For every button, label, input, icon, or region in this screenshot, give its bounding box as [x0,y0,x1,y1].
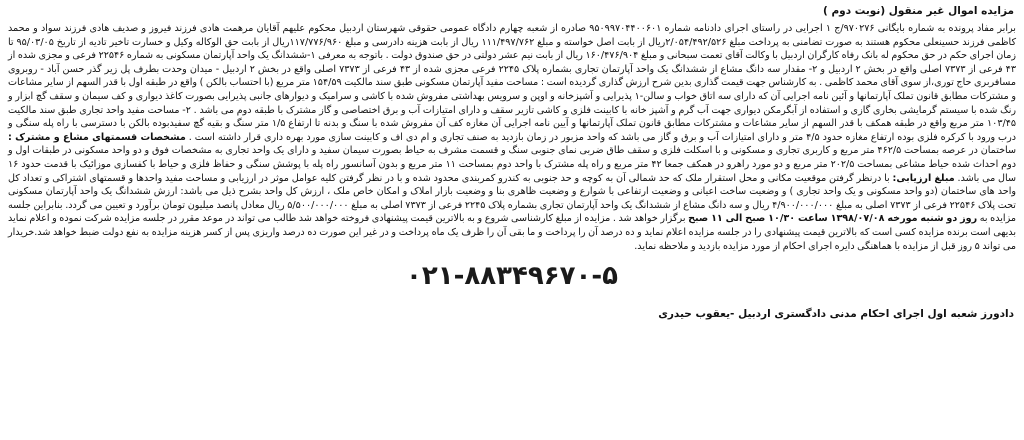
shared-parts-heading: مشخصات قسمتهای مشاع و مشترک : [8,131,186,143]
notice-paragraph-intro: برابر مفاد پرونده به شماره بایگانی ۹۷۰۲۷۶/ج ۱ اجرایی در راستای اجرای دادنامه شماره ۹۵۰۹۹۷۰۴۴۰۰۶۰۱ صادره از شعبه چهارم دادگاه عمومی حقوقی شهرستان اردبیل محکوم علیهم آقایان مرهمت هادی فرزند فیروز و صدیف هادی فرزند سواد و محمد کاظمی فرزند حسینعلی محکوم هستند به صورت تضامنی به پرداخت مبلغ ۲/۰۵۴/۴۹۲/۵۲۶ریال از بابت اصل خواسته و مبلغ ۱۱۱/۴۹۷/۷۶۲ ریال از بابت هزینه دادرسی و مبلغ ۱۱۷/۷۷۶/۹۶۰ریال از بابت حق الوکاله وکیل و خسارت تاخیر تادیه از تاریخ ۹۵/۰۳/۰۵ تا زمان اجرای حکم در حق محکوم له بانک رفاه کارگران اردبیل با وکالت آقای تعمت سبحانی و مبلغ ۱۶۰/۴۷۶/۹۰۴ ریال از بابت نیم عشر دولتی در حق صندوق دولت . باتوجه به معرفی ۱-ششدانگ یک واحد آپارتمان مسکونی به شماره ۲۲۵۴۶ فرعی و مجزی شده از ۴۳ فرعی از ۷۳۷۳ اصلی واقع در بخش ۲ اردبیل و ۲- مقدار سه دانگ مشاع از ششدانگ یک واحد آپارتمان تجاری بشماره پلاک ۲۲۴۵ فرعی مجزی شده از ۴۳ فرعی از ۷۳۷۳ اصلی واقع در بخش ۲ اردبیل - میدان وحدت بطرف پل زیر گذر حسن آباد - روبروی مسافربری حاج توری،از سوی آقای محمد کاظمی . به کارشناس جهت قیمت گذاری بدین شرح ارزش گذاری گردیده است : [8,23,1017,89]
notice-body [8,22,1016,253]
auction-date: روز دو شنبه مورخه ۱۳۹۸/۰۷/۰۸ ساعت ۱۰/۳۰ صبح الی ۱۱ صبح [688,213,978,225]
valuation-heading: مبلغ ارزیابی: [892,172,955,184]
auction-notice [8,4,1016,432]
notice-paragraph-description: مساحت مفید آپارتمان مسکونی طبق سند مالکیت ۱۵۴/۵۹ متر مربع (با احتساب بالکن ) واقع در طبقه اول با قدر السهم از سایر مشاعات و مشترکات مطابق قانون تملک آپارتمانها و آئین نامه اجرایی آن که دارای سه اتاق خواب و سالن-۱ پذیرایی و آشپزخانه و اوپن و سرویس بهداشتی مفروش شده با کاشی و سرامیک و دیوارهای جانبی پذیرایی بصورت کاغذ دیواری و کف سیمان و سقف گچ ابزار و رنگ شده با سیستم گرمایشی بخاری گازی و استفاده از آبگرمکن دیواری جهت آب گرم و آشپز خانه با کابینت فلزی و کاشی تازیر سقف و دارای امتیازات آب و برق اختصاصی و گاز مشترک با طبقه دوم می باشد . ۲- مساحت مفید واحد تجاری طبق سند مالکیت ۱۰۳/۴۵ متر مربع واقع در طبقه همکف با قدر السهم از سایر مشاعات و مشترکات مطابق قانون تملک آپارتمانها و آیین نامه اجرایی آن مغازه کف آن مفروش شده با سنگ و بدنه تا ارتفاع ۱/۵ متر سنگ و بقیه گچ سفیدبوده بالکن با دسترسی با راه پله سنگی و درب ورود با کرکره فلزی بوده ارتفاع مغازه حدود ۴/۵ متر و دارای امتیازات آب و برق و گاز می باشد که واحد مزبور در زمان بازدید به صنف تجاری و ام دی اف و کابینت سازی مورد بهره داری قرار داشته است . [8,77,1017,143]
notice-paragraph-terms: برگزار خواهد شد . مزایده از مبلغ کارشناسی شروع و به بالاترین قیمت پیشنهادی فروخته خواهد شد طالب می تواند در موعد مقرر در جلسه مزایده شرکت نموده و اعلام نماید بدیهی است برنده مزایده کسی است که بالاترین قیمت پیشنهادی را در جلسه مزایده اعلام نماید و ده درصد آن را پرداخت و ما بقی آن را ظرف یک ماه پرداخت و در غیر این صورت ده درصد واریزی پس از کسر هزینه مزایده به نفع دولت ضبط خواهد شد.خریدار می تواند ۵ روز قبل از مزایده با هماهنگی دایره اجرای احکام از مورد مزایده بازدید و ملاحظه نماید. [8,213,1016,252]
notice-title: مزایده اموال غیر منقول (نوبت دوم ) [823,5,1014,17]
notice-paragraph-valuation: با درنظر گرفتن موقعیت مکانی و محل استقرار ملک که حد شمالی آن به کوچه و حد جنوبی به کندرو کمربندی محدود شده و با در نظر گرفتن کلیه عوامل موثر در ارزیابی و مساحت مفید واحدها و قسمتهای اشتراکی و تعداد کل واحد های ساختمان (دو واحد مسکونی و یک واحد تجاری ) و وضعیت ساخت اعیانی و وضعیت ارتفاعی با شوارع و وضعیت ظاهری بنا و وضعیت بازار املاک و امکان خاص ملک ، ارزش کل واحد بشرح ذیل می باشد: ارزش ششدانگ یک واحد آپارتمان مسکونی تحت پلاک ۲۲۵۴۶ فرعی از ۷۳۷۳ اصلی به مبلغ ۴/۹۰۰/۰۰۰/۰۰۰ ریال و سه دانگ مشاع از ششدانگ یک واحد آپارتمان تجاری بشماره پلاک ۲۲۴۵ فرعی از ۷۳۷۳ اصلی به مبلغ ۵/۵۰۰/۰۰۰/۰۰۰ ریال معادل پانصد میلیون تومان برآورد و تعیین می گردد. بنابراین جلسه مزایده به [8,172,1016,225]
phone-number: ۰۲۱-۸۸۳۴۹۶۷۰-۵ [405,261,618,292]
signature: دادورز شعبه اول اجرای احکام مدنی دادگستری اردبیل -یعقوب حیدری [658,308,1014,321]
notice-paragraph-shared-parts: ساختمان در عرصه بمساحت ۴۶۲/۵ متر مربع و کاربری تجاری و مسکونی و با اسکلت فلزی و سقف طاق ضربی نمای جنوبی سنگ و قسمت مشرف به حیاط بصورت سیمان سفید و دارای یک واحد تجاری به مشخصات فوق و دو واحد مسکونی در طبقات اول و دوم احداث شده حیاط مشاعی بمساحت ۲۰۲/۵ متر مربع و دو مورد راهرو در همکف جمعا ۴۲ متر مربع و راه پله مشترک با واحد دوم بمساحت ۱۱ متر مربع و بدون آسانسور راه پله با پوشش سنگی و حفاظ فلزی و حیاط با کفسازی موزائیک با قدمت حدود ۱۶ سال می باشد. [8,145,1017,184]
